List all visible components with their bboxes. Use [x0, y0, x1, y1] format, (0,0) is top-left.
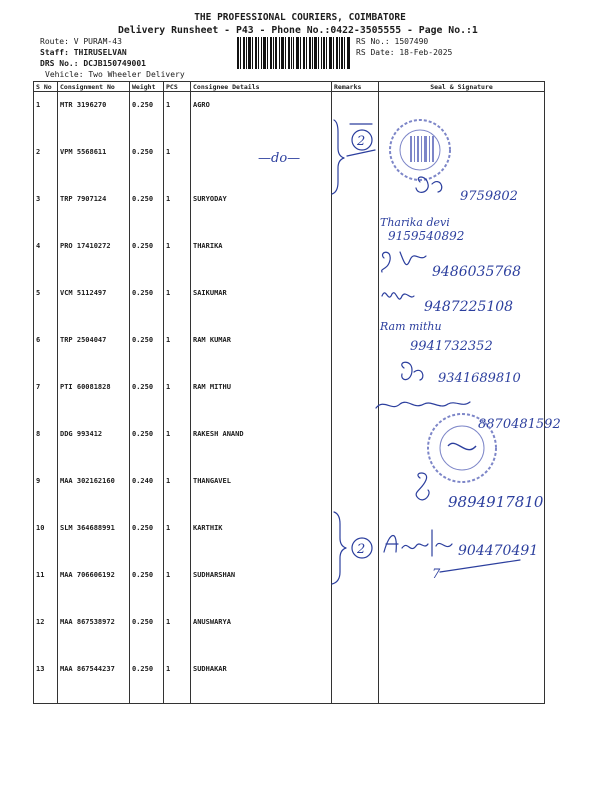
table-row — [34, 233, 545, 280]
cell-remarks — [332, 515, 379, 562]
cell-consignee: THARIKA — [191, 233, 332, 280]
cell-sno: 10 — [34, 515, 58, 562]
row3-phone: 9759802 — [460, 189, 518, 204]
cell-pcs: 1 — [164, 139, 191, 186]
cell-signature — [379, 562, 545, 609]
cell-remarks — [332, 139, 379, 186]
cell-consignee: THANGAVEL — [191, 468, 332, 515]
cell-weight: 0.250 — [130, 186, 164, 233]
table-row — [34, 468, 545, 515]
cell-signature — [379, 421, 545, 468]
cell-consignment-no: MAA 706606192 — [58, 562, 130, 609]
cell-sno: 2 — [34, 139, 58, 186]
cell-sno: 5 — [34, 280, 58, 327]
row9-phone: 8870481592 — [478, 417, 561, 432]
cell-signature — [379, 468, 545, 515]
table-row — [34, 327, 545, 374]
cell-weight: 0.240 — [130, 468, 164, 515]
row4-phone: 9159540892 — [388, 229, 465, 243]
cell-consignee: KARTHIK — [191, 515, 332, 562]
cell-consignee: RAKESH ANAND — [191, 421, 332, 468]
cell-consignment-no: TRP 7907124 — [58, 186, 130, 233]
cell-signature — [379, 186, 545, 233]
cell-sno: 11 — [34, 562, 58, 609]
rs-date: RS Date: 18-Feb-2025 — [356, 48, 453, 57]
cell-pcs: 1 — [164, 186, 191, 233]
cell-consignee: SAIKUMAR — [191, 280, 332, 327]
cell-consignee — [191, 139, 332, 186]
cell-pcs: 1 — [164, 468, 191, 515]
col-sno: S No — [34, 82, 58, 92]
cell-consignee: RAM MITHU — [191, 374, 332, 421]
col-consignee-details: Consignee Details — [191, 82, 332, 92]
row11-phone: 9894917810 — [448, 493, 544, 511]
cell-consignment-no: VPM 5568611 — [58, 139, 130, 186]
cell-remarks — [332, 92, 379, 140]
cell-consignment-no: PTI 60081828 — [58, 374, 130, 421]
row7-name: Ram mithu — [380, 320, 442, 333]
runsheet-title: Delivery Runsheet - P43 - Phone No.:0422-3505555 - Page No.:1 — [118, 25, 478, 36]
cell-weight: 0.250 — [130, 233, 164, 280]
route-label: Route: V PURAM-43 — [40, 37, 122, 46]
table-row — [34, 139, 545, 186]
cell-pcs: 1 — [164, 421, 191, 468]
cell-pcs: 1 — [164, 280, 191, 327]
cell-signature — [379, 374, 545, 421]
cell-consignment-no: MAA 867544237 — [58, 656, 130, 704]
cell-weight: 0.250 — [130, 327, 164, 374]
col-weight: Weight — [130, 82, 164, 92]
cell-signature — [379, 327, 545, 374]
table-header-row — [34, 82, 545, 92]
cell-remarks — [332, 186, 379, 233]
cell-sno: 8 — [34, 421, 58, 468]
cell-pcs: 1 — [164, 609, 191, 656]
col-consignment-no: Consignment No — [58, 82, 130, 92]
col-pcs: PCS — [164, 82, 191, 92]
remark-count-2: 2 — [357, 542, 366, 557]
cell-pcs: 1 — [164, 515, 191, 562]
table-row — [34, 656, 545, 704]
col-remarks: Remarks — [332, 82, 379, 92]
cell-consignee: AGRO — [191, 92, 332, 140]
cell-remarks — [332, 656, 379, 704]
col-seal-signature: Seal & Signature — [379, 82, 545, 92]
cell-signature — [379, 92, 545, 140]
table-row — [34, 92, 545, 140]
cell-consignment-no: DDG 993412 — [58, 421, 130, 468]
table-row — [34, 186, 545, 233]
cell-weight: 0.250 — [130, 515, 164, 562]
cell-weight: 0.250 — [130, 609, 164, 656]
cell-sno: 3 — [34, 186, 58, 233]
row4-name: Tharika devi — [380, 216, 450, 229]
cell-consignee: SUDHAKAR — [191, 656, 332, 704]
cell-signature — [379, 515, 545, 562]
cell-signature — [379, 233, 545, 280]
cell-consignment-no: PRO 17410272 — [58, 233, 130, 280]
cell-pcs: 1 — [164, 656, 191, 704]
table-row — [34, 374, 545, 421]
cell-consignment-no: MAA 302162160 — [58, 468, 130, 515]
cell-remarks — [332, 280, 379, 327]
cell-remarks — [332, 562, 379, 609]
cell-sno: 1 — [34, 92, 58, 140]
cell-weight: 0.250 — [130, 656, 164, 704]
cell-pcs: 1 — [164, 92, 191, 140]
cell-weight: 0.250 — [130, 562, 164, 609]
cell-signature — [379, 280, 545, 327]
cell-consignment-no: MAA 867538972 — [58, 609, 130, 656]
cell-consignee: SURYODAY — [191, 186, 332, 233]
row2-ditto-mark: —do— — [258, 151, 301, 166]
row13-phone: 904470491 — [458, 543, 539, 559]
row13-extra-mark: 7 — [432, 567, 441, 582]
table-row — [34, 515, 545, 562]
cell-sno: 6 — [34, 327, 58, 374]
cell-consignment-no: TRP 2504047 — [58, 327, 130, 374]
cell-sno: 12 — [34, 609, 58, 656]
remark-count-1: 2 — [357, 134, 366, 149]
staff-label: Staff: THIRUSELVAN — [40, 48, 127, 57]
cell-weight: 0.250 — [130, 92, 164, 140]
cell-sno: 13 — [34, 656, 58, 704]
table-row — [34, 280, 545, 327]
cell-signature — [379, 609, 545, 656]
row8-phone: 9341689810 — [438, 371, 521, 386]
cell-consignee: SUDHARSHAN — [191, 562, 332, 609]
cell-consignee: ANUSWARYA — [191, 609, 332, 656]
cell-signature — [379, 139, 545, 186]
cell-remarks — [332, 233, 379, 280]
cell-remarks — [332, 421, 379, 468]
rs-number: RS No.: 1507490 — [356, 37, 429, 46]
cell-consignment-no: MTR 3196270 — [58, 92, 130, 140]
row6-phone: 9487225108 — [424, 299, 514, 315]
table-row — [34, 609, 545, 656]
cell-pcs: 1 — [164, 327, 191, 374]
runsheet-table — [33, 81, 545, 704]
cell-remarks — [332, 468, 379, 515]
cell-consignment-no: VCM 5112497 — [58, 280, 130, 327]
cell-remarks — [332, 374, 379, 421]
cell-sno: 4 — [34, 233, 58, 280]
table-row — [34, 562, 545, 609]
cell-sno: 9 — [34, 468, 58, 515]
table-row — [34, 421, 545, 468]
drs-number: DRS No.: DCJB150749001 — [40, 59, 146, 68]
cell-remarks — [332, 609, 379, 656]
company-name: THE PROFESSIONAL COURIERS, COIMBATORE — [194, 12, 406, 23]
row5-phone: 9486035768 — [432, 264, 522, 280]
cell-consignee: RAM KUMAR — [191, 327, 332, 374]
barcode — [237, 37, 350, 69]
cell-pcs: 1 — [164, 374, 191, 421]
cell-weight: 0.250 — [130, 421, 164, 468]
cell-weight: 0.250 — [130, 139, 164, 186]
cell-weight: 0.250 — [130, 280, 164, 327]
cell-sno: 7 — [34, 374, 58, 421]
cell-pcs: 1 — [164, 233, 191, 280]
row7-phone: 9941732352 — [410, 339, 493, 354]
vehicle-label: Vehicle: Two Wheeler Delivery — [45, 70, 185, 79]
cell-remarks — [332, 327, 379, 374]
cell-consignment-no: SLM 364688991 — [58, 515, 130, 562]
cell-weight: 0.250 — [130, 374, 164, 421]
cell-pcs: 1 — [164, 562, 191, 609]
cell-signature — [379, 656, 545, 704]
